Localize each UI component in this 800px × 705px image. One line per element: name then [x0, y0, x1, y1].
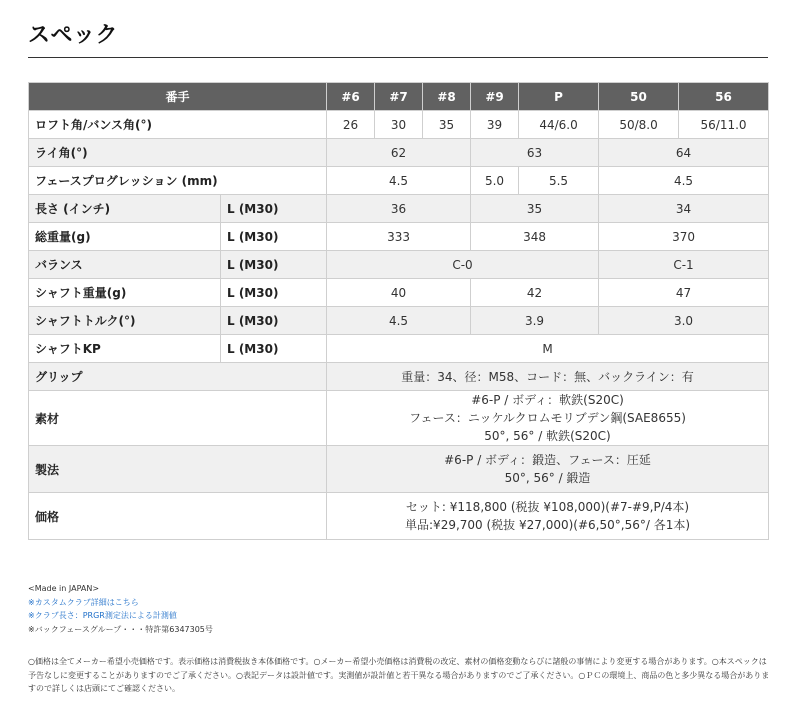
balance-shaft-condition: L (M30): [221, 251, 327, 279]
grip-value: 重量：34、径：M58、コード：無、バックライン：有: [327, 363, 769, 391]
torque-value-6-8: 4.5: [327, 307, 471, 335]
row-label-shaft-weight: シャフト重量(g): [29, 279, 221, 307]
table-row-balance: [29, 251, 769, 279]
row-label-face-progression: フェースプログレッション (mm): [29, 167, 327, 195]
table-row-torque: [29, 307, 769, 335]
kp-value: M: [327, 335, 769, 363]
weight-shaft-condition: L (M30): [221, 223, 327, 251]
row-label-weight: 総重量(g): [29, 223, 221, 251]
fp-value-9: 5.0: [471, 167, 519, 195]
weight-value-6-8: 333: [327, 223, 471, 251]
table-header-row: [29, 83, 769, 111]
price-line-set: セット: ¥118,800 (税抜 ¥108,000)(#7-#9,P/4本): [405, 500, 690, 514]
length-shaft-condition: L (M30): [221, 195, 327, 223]
material-value: [327, 391, 769, 446]
torque-shaft-condition: L (M30): [221, 307, 327, 335]
fp-value-6-8: 4.5: [327, 167, 471, 195]
shaft-weight-value-9-p: 42: [471, 279, 599, 307]
balance-value-6-p: C-0: [327, 251, 599, 279]
header-col-50: 50: [599, 83, 679, 111]
row-label-torque: シャフトトルク(°): [29, 307, 221, 335]
shaft-weight-value-50-56: 47: [599, 279, 769, 307]
price-value: [327, 493, 769, 540]
row-label-material: 素材: [29, 391, 327, 446]
header-col-9: #9: [471, 83, 519, 111]
page-title: スペック: [28, 23, 119, 48]
table-row-shaft-weight: [29, 279, 769, 307]
loft-value-50: 50/8.0: [599, 111, 679, 139]
row-label-length: 長さ (インチ): [29, 195, 221, 223]
table-row-method: [29, 446, 769, 493]
lie-value-6-8: 62: [327, 139, 471, 167]
table-row-face-progression: [29, 167, 769, 195]
weight-value-9-p: 348: [471, 223, 599, 251]
torque-value-9-p: 3.9: [471, 307, 599, 335]
table-row-length: [29, 195, 769, 223]
row-label-balance: バランス: [29, 251, 221, 279]
table-row-price: [29, 493, 769, 540]
table-row-grip: [29, 363, 769, 391]
price-disclaimer: ○価格は全てメーカー希望小売価格です。表示価格は消費税抜き本体価格です。○メーカー希望小売価格は消費税の改定、素材の価格変動ならびに諸般の事情により変更する場合があります。○本スペックは予告なしに変更することがありますのでご了承ください。○表記データは設計値です。実測値が設計値と若干異なる場合がありますのでご了承ください。○ＰＣの環境上、商品の色と多少異なる場合がありますので詳しくは店頭にてご確認ください。: [28, 657, 770, 693]
loft-value-7: 30: [375, 111, 423, 139]
header-col-56: 56: [679, 83, 769, 111]
lie-value-9-p: 63: [471, 139, 599, 167]
length-value-50-56: 34: [599, 195, 769, 223]
length-value-6-8: 36: [327, 195, 471, 223]
material-line-1: #6-P / ボディ：軟鉄(S20C): [471, 393, 624, 407]
method-line-1: #6-P / ボディ：鍛造、フェース：圧延: [444, 453, 651, 467]
fp-value-p: 5.5: [519, 167, 599, 195]
method-line-2: 50°, 56° / 鍛造: [504, 471, 591, 485]
price-line-single: 単品:¥29,700 (税抜 ¥27,000)(#6,50°,56°/ 各1本): [405, 518, 691, 532]
table-row-loft: [29, 111, 769, 139]
balance-value-50-56: C-1: [599, 251, 769, 279]
loft-value-8: 35: [423, 111, 471, 139]
header-col-6: #6: [327, 83, 375, 111]
weight-value-50-56: 370: [599, 223, 769, 251]
loft-value-9: 39: [471, 111, 519, 139]
material-line-2: フェース：ニッケルクロムモリブデン鋼(SAE8655): [409, 411, 686, 425]
loft-value-6: 26: [327, 111, 375, 139]
row-label-grip: グリップ: [29, 363, 327, 391]
spec-table: [28, 82, 769, 540]
header-col-7: #7: [375, 83, 423, 111]
made-in-note: <Made in JAPAN>: [28, 584, 100, 593]
material-line-3: 50°, 56° / 軟鉄(S20C): [484, 429, 611, 443]
lie-value-50-56: 64: [599, 139, 769, 167]
patent-note: ※バックフェースグループ・・・特許第6347305号: [28, 624, 213, 634]
row-label-kp: シャフトKP: [29, 335, 221, 363]
club-length-link[interactable]: ※クラブ長さ：PRGR測定法による計測値: [28, 611, 177, 620]
header-col-p: P: [519, 83, 599, 111]
row-label-price: 価格: [29, 493, 327, 540]
shaft-weight-condition: L (M30): [221, 279, 327, 307]
loft-value-p: 44/6.0: [519, 111, 599, 139]
custom-club-link[interactable]: ※カスタムクラブ詳細はこちら: [28, 597, 139, 607]
kp-shaft-condition: L (M30): [221, 335, 327, 363]
row-label-lie: ライ角(°): [29, 139, 327, 167]
fp-value-50-56: 4.5: [599, 167, 769, 195]
header-club-number: 番手: [29, 83, 327, 111]
table-row-kp: [29, 335, 769, 363]
method-value: [327, 446, 769, 493]
row-label-method: 製法: [29, 446, 327, 493]
table-row-lie: [29, 139, 769, 167]
spec-notes: [28, 582, 773, 636]
table-row-weight: [29, 223, 769, 251]
row-label-loft: ロフト角/バンス角(°): [29, 111, 327, 139]
loft-value-56: 56/11.0: [679, 111, 769, 139]
header-col-8: #8: [423, 83, 471, 111]
table-row-material: [29, 391, 769, 446]
title-divider: [28, 57, 768, 58]
torque-value-50-56: 3.0: [599, 307, 769, 335]
shaft-weight-value-6-8: 40: [327, 279, 471, 307]
length-value-9-p: 35: [471, 195, 599, 223]
